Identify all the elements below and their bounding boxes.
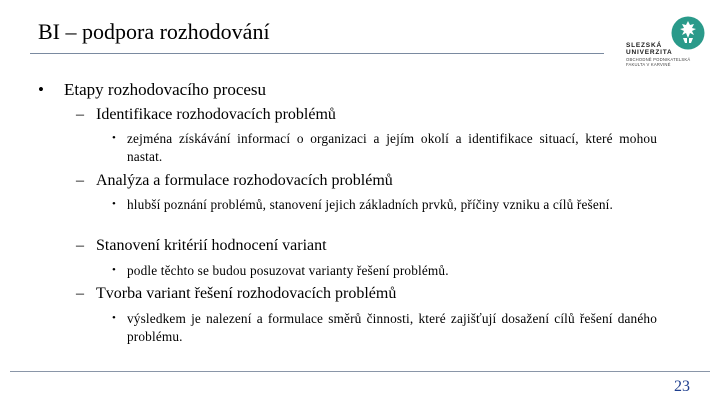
bullet: • <box>38 80 44 99</box>
logo-name-line1: SLEZSKÁ <box>626 42 662 49</box>
logo-name-line2: UNIVERZITA <box>626 48 673 56</box>
stage-heading <box>76 237 327 255</box>
logo-sub-line2: FAKULTA V KARVINÉ <box>626 62 671 68</box>
stage-heading <box>76 285 396 303</box>
stage-detail <box>112 196 657 214</box>
bullet: • <box>112 264 116 276</box>
main-point <box>38 80 266 100</box>
page-number: 23 <box>674 378 690 395</box>
stage-detail <box>112 310 657 345</box>
stage-detail <box>112 130 657 165</box>
stage-detail-text: výsledkem je nalezení a formulace směrů činnosti, které zajišťují dosažení cílů řešení daného problému. <box>127 311 657 344</box>
stage-heading-text: Tvorba variant řešení rozhodovacích problémů <box>96 285 397 302</box>
main-point-text: Etapy rozhodovacího procesu <box>64 80 267 99</box>
stage-heading-text: Stanovení kritérií hodnocení variant <box>96 237 327 254</box>
slide-title: BI – podpora rozhodování <box>38 19 270 44</box>
stage-heading-text: Analýza a formulace rozhodovacích problémů <box>96 172 393 189</box>
stage-detail-text: hlubší poznání problémů, stanovení jejich základních prvků, příčiny vzniku a cílů řešení. <box>127 197 613 212</box>
bullet: • <box>112 198 116 210</box>
dash: – <box>76 106 84 123</box>
stage-heading <box>76 106 336 124</box>
logo-sub-line1: OBCHODNĚ PODNIKATELSKÁ <box>626 56 691 62</box>
dash: – <box>76 285 84 302</box>
footer-divider <box>10 371 710 372</box>
stage-heading-text: Identifikace rozhodovacích problémů <box>96 106 336 123</box>
stage-detail <box>112 262 657 280</box>
stage-heading <box>76 172 393 190</box>
stage-detail-text: podle těchto se budou posuzovat varianty řešení problémů. <box>127 263 449 278</box>
bullet: • <box>112 132 116 144</box>
dash: – <box>76 237 84 254</box>
dash: – <box>76 172 84 189</box>
bullet: • <box>112 312 116 324</box>
stage-detail-text: zejména získávání informací o organizaci a jejím okolí a identifikace situací, které mohou nastat. <box>127 131 657 164</box>
